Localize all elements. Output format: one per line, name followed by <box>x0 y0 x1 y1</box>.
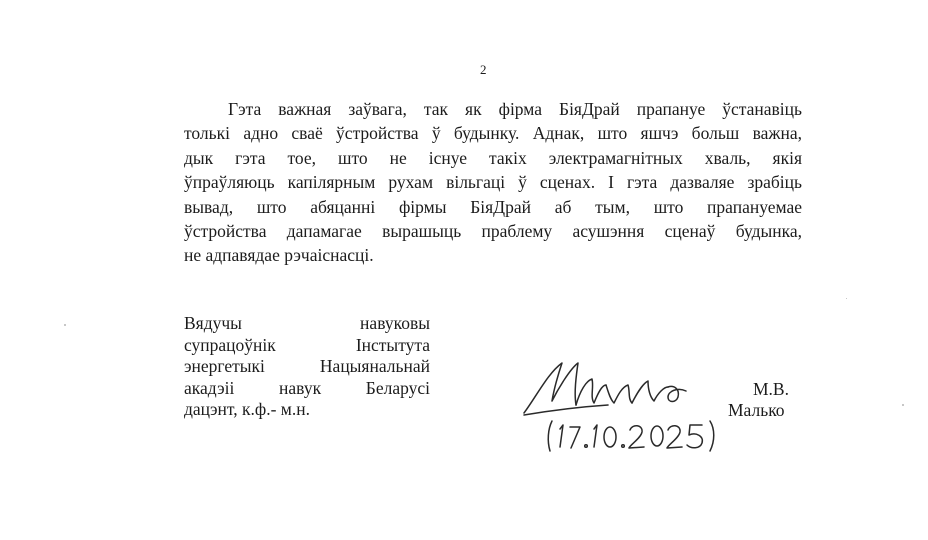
scan-speck <box>64 324 66 326</box>
paragraph-line: вывад, што абяцанні фірмы БіяДрай аб тым, што прапануемае <box>184 196 802 217</box>
scan-speck <box>902 404 904 406</box>
signer-position <box>184 313 430 421</box>
paragraph-line: ўпраўляюць капілярным рухам вільгаці ў сценах. І гэта дазваляе зрабіць <box>184 172 802 193</box>
signer-surname: Малько <box>728 400 785 420</box>
signer-position-line: энергетыкі Нацыянальнай <box>184 356 430 376</box>
scan-speck <box>846 298 847 299</box>
paragraph-line: толькі адно сваё ўстройства ў будынку. Аднак, што яшчэ больш важна, <box>184 123 802 144</box>
signer-name <box>728 379 789 421</box>
paragraph-line: не адпавядае рэчаіснасці. <box>184 245 374 266</box>
signer-position-line: Вядучы навуковы <box>184 313 430 333</box>
paragraph-line: Гэта важная заўвага, так як фірма БіяДрай прапануе ўстанавіць <box>228 99 802 119</box>
signer-position-line: акадэіі навук Беларусі <box>184 377 430 398</box>
signer-position-line: дацэнт, к.ф.- м.н. <box>184 399 310 419</box>
body-paragraph <box>184 97 802 268</box>
paragraph-line: ўстройства дапамагае вырашыць праблему асушэння сценаў будынка, <box>184 220 802 241</box>
signer-position-line: супрацоўнік Інстытута <box>184 334 430 355</box>
signer-initials: М.В. <box>753 379 789 399</box>
handwritten-signature <box>518 345 730 457</box>
page-number: 2 <box>480 62 487 77</box>
paragraph-line: дык гэта тое, што не існуе такіх электрамагнітных хваль, якія <box>184 147 802 168</box>
